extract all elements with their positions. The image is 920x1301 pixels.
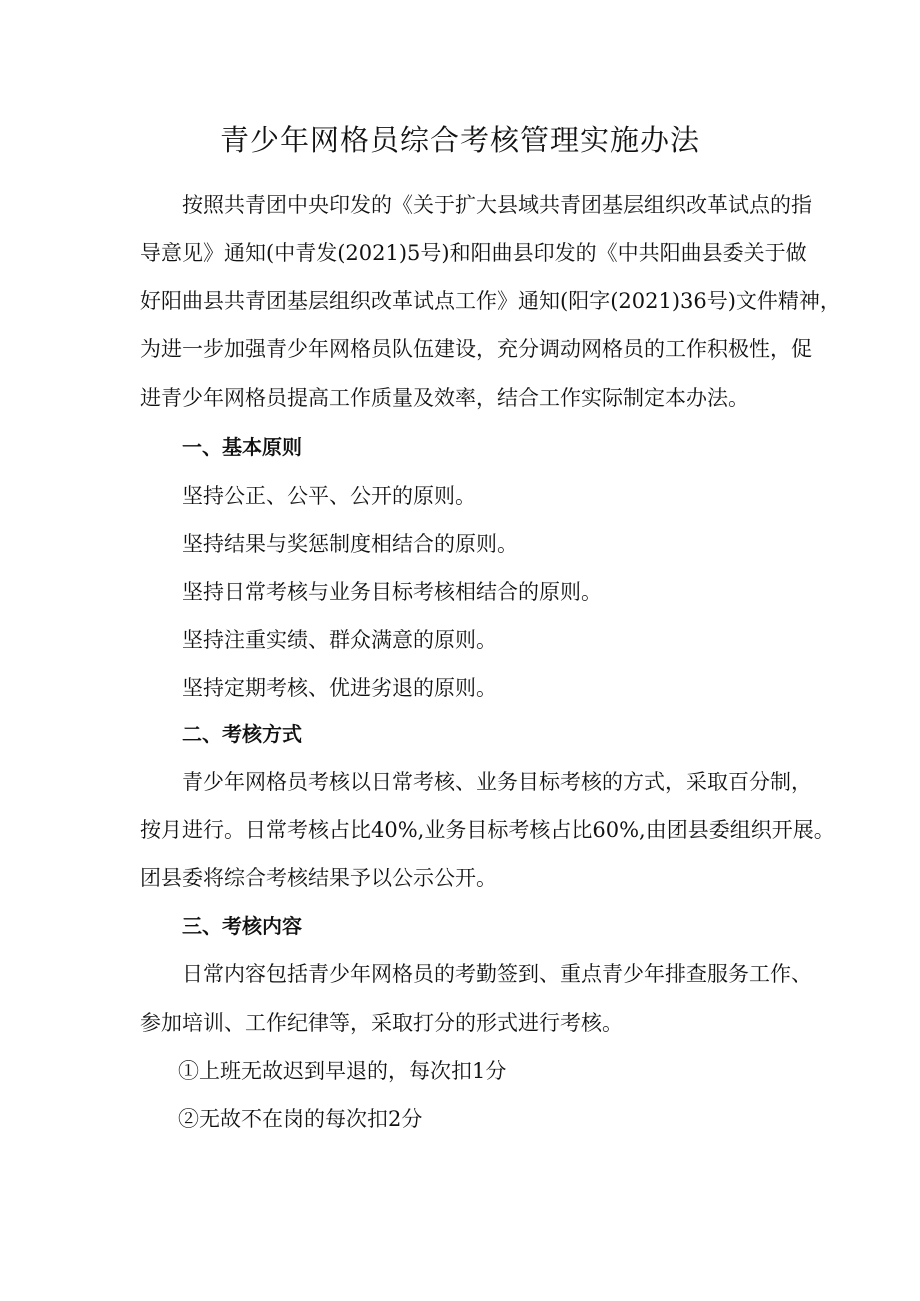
section-heading: 一、基本原则 [182, 435, 302, 459]
document-title: 青少年网格员综合考核管理实施办法 [219, 123, 700, 157]
deduction-item: ②无故不在岗的每次扣2分 [178, 1107, 423, 1131]
intro-line: 按照共青团中央印发的《关于扩大县域共青团基层组织改革试点的指 [182, 193, 812, 217]
content-line: 参加培训、工作纪律等，采取打分的形式进行考核。 [140, 1011, 623, 1035]
intro-line: 为进一步加强青少年网格员队伍建设，充分调动网格员的工作积极性，促 [140, 337, 812, 361]
intro-line: 好阳曲县共青团基层组织改革试点工作》通知(阳字(2021)36号)文件精神， [140, 289, 841, 313]
principle-item: 坚持日常考核与业务目标考核相结合的原则。 [182, 580, 602, 604]
content-line: 日常内容包括青少年网格员的考勤签到、重点青少年排查服务工作、 [182, 962, 812, 986]
method-line: 团县委将综合考核结果予以公示公开。 [140, 866, 497, 890]
deduction-item: ①上班无故迟到早退的，每次扣1分 [178, 1059, 507, 1083]
section-heading: 二、考核方式 [182, 722, 302, 746]
principle-item: 坚持公正、公平、公开的原则。 [182, 484, 476, 508]
intro-line: 导意见》通知(中青发(2021)5号)和阳曲县印发的《中共阳曲县委关于做 [140, 241, 807, 265]
principle-item: 坚持结果与奖惩制度相结合的原则。 [182, 532, 518, 556]
method-line: 青少年网格员考核以日常考核、业务目标考核的方式，采取百分制， [182, 770, 812, 794]
section-heading: 三、考核内容 [182, 914, 302, 938]
principle-item: 坚持注重实绩、群众满意的原则。 [182, 628, 497, 652]
principle-item: 坚持定期考核、优进劣退的原则。 [182, 676, 497, 700]
intro-line: 进青少年网格员提高工作质量及效率，结合工作实际制定本办法。 [140, 386, 749, 410]
method-line: 按月进行。日常考核占比40%,业务目标考核占比60%,由团县委组织开展。 [140, 818, 835, 842]
